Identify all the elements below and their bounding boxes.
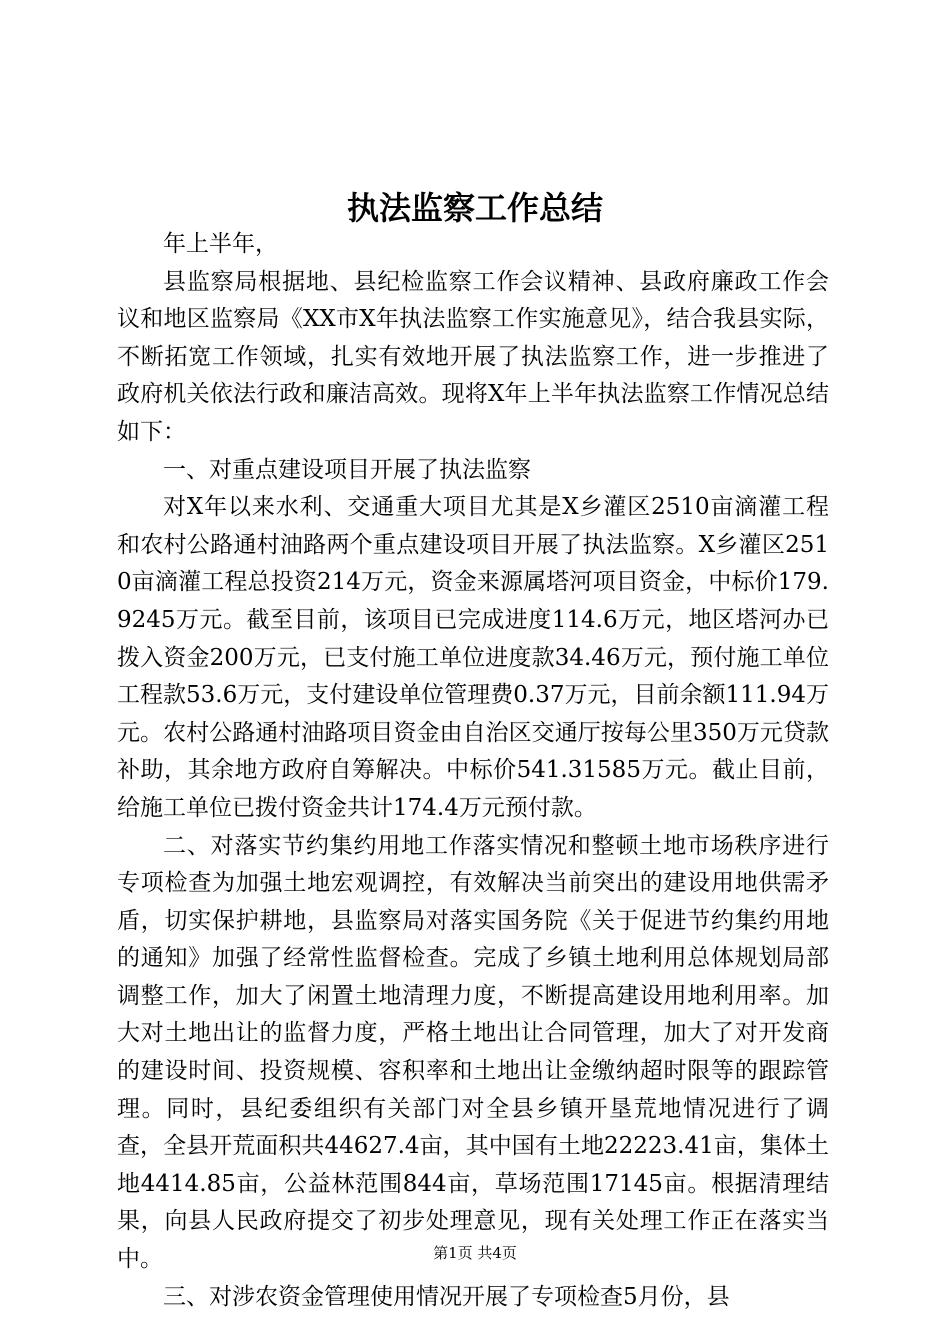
page-footer: 第1页 共4页 (433, 1244, 517, 1262)
paragraph-section-3: 三、对涉农资金管理使用情况开展了专项检查5月份，县 (163, 1283, 730, 1310)
paragraph-section-1: 对X年以来水利、交通重大项目尤其是X乡灌区2510亩滴灌工程和农村公路通村油路两个重点建设项目开展了执法监察。X乡灌区2510亩滴灌工程总投资214万元，资金来源属塔河项目资金，中标价179.9245万元。截至目前，该项目已完成进度114.6万元，地区塔河办已拨入资金200万元，已支付施工单位进度款34.46万元，预付施工单位工程款53.6万元，支付建设单位管理费0.37万元，目前余额111.94万元。农村公路通村油路项目资金由自治区交通厅按每公里350万元贷款补助，其余地方政府自筹解决。中标价541.31585万元。截止目前，给施工单位已拨付资金共计174.4万元预付款。 (117, 494, 829, 821)
paragraph-intro: 县监察局根据地、县纪检监察工作会议精神、县政府廉政工作会议和地区监察局《XX市X年执法监察工作实施意见》，结合我县实际，不断拓宽工作领域，扎实有效地开展了执法监察工作，进一步推进了政府机关依法行政和廉洁高效。现将X年上半年执法监察工作情况总结如下： (117, 268, 829, 445)
paragraph-opening: 年上半年， (163, 231, 278, 257)
paragraph-section-2: 二、对落实节约集约用地工作落实情况和整顿土地市场秩序进行专项检查为加强土地宏观调控，有效解决当前突出的建设用地供需矛盾，切实保护耕地，县监察局对落实国务院《关于促进节约集约用地的通知》加强了经常性监督检查。完成了乡镇土地利用总体规划局部调整工作，加大了闲置土地清理力度，不断提高建设用地利用率。加大对土地出让的监督力度，严格土地出让合同管理，加大了对开发商的建设时间、投资规模、容积率和土地出让金缴纳超时限等的跟踪管理。同时，县纪委组织有关部门对全县乡镇开垦荒地情况进行了调查，全县开荒面积共44627.4亩，其中国有土地22223.41亩，集体土地4414.85亩，公益林范围844亩，草场范围17145亩。根据清理结果，向县人民政府提交了初步处理意见，现有关处理工作正在落实当中。 (117, 832, 829, 1273)
section-heading-1: 一、对重点建设项目开展了执法监察 (163, 456, 531, 483)
document-body (117, 226, 829, 1316)
document-title: 执法监察工作总结 (346, 189, 603, 227)
